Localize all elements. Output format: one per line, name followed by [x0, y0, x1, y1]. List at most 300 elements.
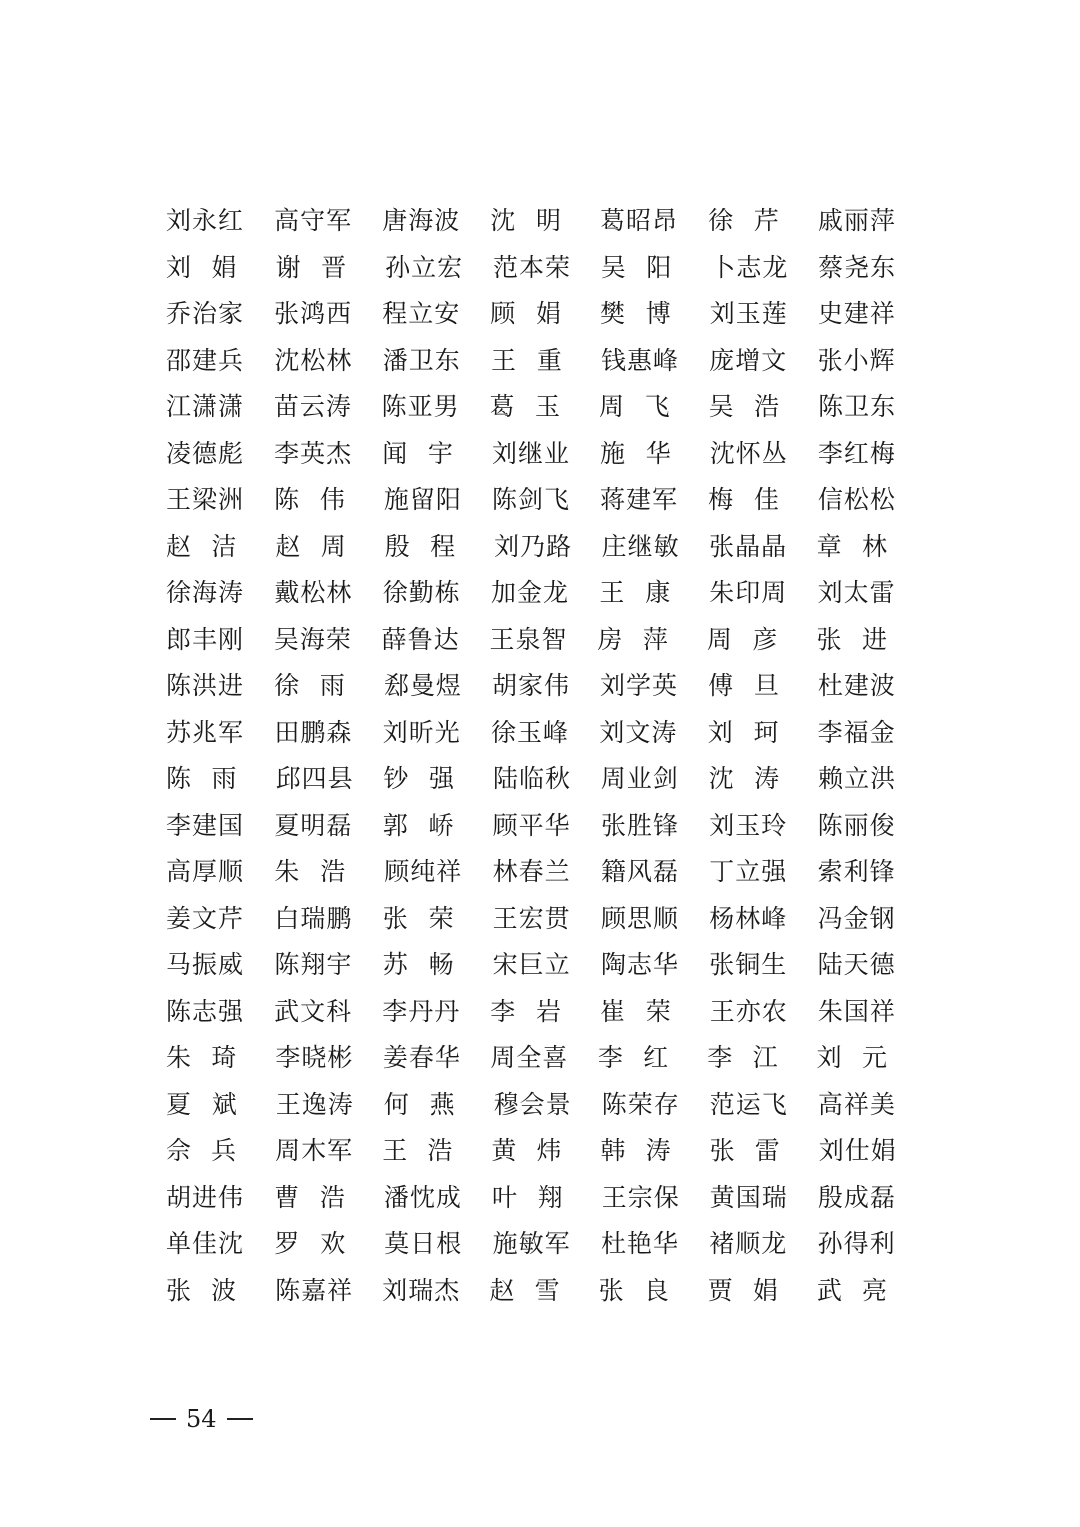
name-cell: 陆天德 [817, 950, 896, 980]
name-row [166, 196, 926, 243]
name-char: 张 [709, 1136, 736, 1166]
name-char: 贾 [707, 1275, 734, 1305]
name-cell: 邱四县 [275, 764, 354, 794]
name-cell: 穆会景 [493, 1089, 572, 1119]
name-cell [816, 620, 888, 656]
name-char: 芹 [753, 206, 780, 236]
name-cell [817, 1038, 888, 1074]
name-cell: 刘太雷 [817, 578, 896, 608]
name-char: 江 [752, 1043, 779, 1073]
name-cell: 朱印周 [709, 578, 788, 608]
name-char: 罗 [274, 1229, 301, 1259]
name-cell: 单佳沈 [166, 1229, 245, 1259]
name-char: 飞 [644, 392, 671, 422]
name-cell: 刘乃路 [494, 531, 573, 561]
name-char: 徐 [274, 671, 301, 701]
name-row [166, 661, 926, 708]
name-cell: 陈卫东 [818, 392, 897, 422]
name-char: 王 [382, 1136, 409, 1166]
name-char: 玉 [535, 392, 562, 422]
name-char: 雪 [534, 1275, 561, 1305]
name-cell [491, 341, 563, 377]
name-cell: 田鹏森 [274, 717, 353, 747]
name-cell [491, 1131, 562, 1167]
name-cell: 王亦农 [709, 996, 788, 1026]
name-cell [600, 294, 672, 330]
name-cell: 薛鲁达 [381, 624, 460, 654]
name-cell: 苗云涛 [273, 392, 352, 422]
name-cell [275, 527, 346, 563]
name-char: 朱 [166, 1043, 193, 1073]
name-char: 明 [536, 206, 563, 236]
name-char: 浩 [320, 857, 347, 887]
name-char: 洁 [211, 531, 238, 561]
name-cell: 蔡尧东 [818, 252, 897, 282]
name-row [166, 382, 926, 429]
name-char: 赵 [275, 531, 302, 561]
name-cell [600, 434, 672, 470]
name-cell [166, 1131, 237, 1167]
name-cell: 陈洪进 [166, 671, 245, 701]
name-char: 李 [707, 1043, 734, 1073]
name-char: 珂 [753, 717, 780, 747]
name-char: 张 [816, 624, 843, 654]
name-char: 韩 [600, 1136, 627, 1166]
name-row [166, 894, 926, 941]
name-cell: 高祥美 [817, 1089, 896, 1119]
name-row [166, 940, 926, 987]
name-cell: 顾纯祥 [384, 857, 463, 887]
name-row [166, 801, 926, 848]
name-cell [274, 666, 346, 702]
name-cell: 陈志强 [166, 996, 245, 1026]
page-footer [150, 1405, 253, 1433]
name-cell: 宋巨立 [492, 950, 571, 980]
name-cell: 刘继业 [491, 438, 570, 468]
name-char: 华 [645, 438, 672, 468]
name-cell [597, 620, 669, 656]
name-cell [709, 759, 781, 795]
name-cell: 加金龙 [491, 578, 570, 608]
name-cell: 夏明磊 [274, 810, 353, 840]
name-char: 周 [599, 392, 626, 422]
name-char: 顾 [490, 299, 517, 329]
name-char: 章 [816, 531, 843, 561]
name-row [166, 243, 926, 290]
name-cell [707, 620, 779, 656]
name-char: 亮 [861, 1275, 888, 1305]
name-cell: 施敏军 [492, 1229, 571, 1259]
name-cell: 刘玉莲 [709, 299, 788, 329]
name-cell [276, 248, 348, 284]
name-char: 吴 [708, 392, 735, 422]
name-char: 峤 [428, 810, 455, 840]
name-cell: 杜建波 [817, 671, 896, 701]
name-char: 兵 [211, 1136, 238, 1166]
name-cell: 顾思顺 [600, 903, 679, 933]
name-cell: 张小辉 [817, 345, 896, 375]
name-cell [383, 759, 455, 795]
name-cell [166, 1271, 237, 1307]
name-cell: 卜志龙 [710, 252, 789, 282]
name-row [166, 568, 926, 615]
name-char: 闻 [382, 438, 409, 468]
name-char: 红 [643, 1043, 670, 1073]
name-cell [708, 480, 780, 516]
name-char: 阳 [646, 252, 673, 282]
name-char: 浩 [319, 1182, 346, 1212]
name-cell: 索利锋 [817, 857, 896, 887]
name-cell [601, 248, 673, 284]
name-cell: 孙得利 [817, 1229, 896, 1259]
name-cell [708, 201, 780, 237]
name-char: 娟 [752, 1275, 779, 1305]
name-cell: 乔治家 [166, 299, 245, 329]
name-cell: 杨林峰 [709, 903, 788, 933]
name-char: 赵 [489, 1275, 516, 1305]
name-cell: 刘永红 [166, 206, 245, 236]
name-cell: 葛昭昂 [600, 206, 679, 236]
name-cell [274, 1224, 346, 1260]
name-cell: 莫日根 [384, 1229, 463, 1259]
name-char: 周 [320, 531, 347, 561]
name-cell [599, 1271, 670, 1307]
name-cell: 蒋建军 [600, 485, 679, 515]
name-char: 元 [861, 1043, 888, 1073]
name-char: 佘 [166, 1136, 193, 1166]
name-cell: 高守军 [274, 206, 353, 236]
name-char: 周 [706, 624, 733, 654]
name-char: 梅 [708, 485, 735, 515]
name-char: 畅 [428, 950, 455, 980]
name-cell: 李红梅 [817, 438, 896, 468]
name-cell [598, 1038, 669, 1074]
name-char: 葛 [489, 392, 516, 422]
name-cell [385, 527, 456, 563]
name-row [166, 847, 926, 894]
name-char: 谢 [275, 252, 302, 282]
name-cell: 张晶晶 [709, 531, 788, 561]
name-char: 樊 [600, 299, 627, 329]
name-char: 荣 [428, 903, 455, 933]
name-cell: 孙立宏 [385, 252, 464, 282]
name-row [166, 522, 926, 569]
name-char: 伟 [319, 485, 346, 515]
name-char: 重 [536, 345, 563, 375]
name-char: 赵 [166, 531, 193, 561]
name-cell: 陆临秋 [492, 764, 571, 794]
name-cell: 张鸿西 [274, 299, 353, 329]
name-cell [274, 1178, 346, 1214]
name-cell [490, 992, 562, 1028]
name-cell: 史建祥 [817, 299, 896, 329]
name-row [166, 1173, 926, 1220]
name-cell: 郄曼煜 [383, 671, 462, 701]
name-char: 强 [428, 764, 455, 794]
name-char: 林 [861, 531, 888, 561]
name-char: 刘 [166, 252, 193, 282]
name-char: 何 [383, 1089, 410, 1119]
name-char: 房 [597, 624, 624, 654]
name-row [166, 429, 926, 476]
name-cell [710, 1131, 781, 1167]
name-char: 朱 [274, 857, 301, 887]
name-cell: 张铜生 [709, 950, 788, 980]
name-cell: 李丹丹 [382, 996, 461, 1026]
name-cell [166, 527, 237, 563]
name-cell: 周全喜 [490, 1043, 569, 1073]
name-cell: 陈荣存 [601, 1089, 680, 1119]
name-cell [490, 201, 562, 237]
name-char: 沈 [708, 764, 735, 794]
name-cell [599, 387, 671, 423]
name-row [166, 289, 926, 336]
name-cell: 李建国 [166, 810, 245, 840]
name-cell [708, 713, 780, 749]
name-cell [166, 1038, 237, 1074]
name-char: 萍 [642, 624, 669, 654]
name-row [166, 754, 926, 801]
name-cell [601, 1131, 672, 1167]
name-char: 欢 [320, 1229, 347, 1259]
name-char: 斌 [211, 1089, 238, 1119]
name-char: 旦 [753, 671, 780, 701]
name-cell: 姜春华 [382, 1043, 461, 1073]
name-char: 佳 [753, 485, 780, 515]
name-char: 浩 [754, 392, 781, 422]
name-char: 雷 [754, 1136, 781, 1166]
name-cell: 顾平华 [492, 810, 571, 840]
page-number: 54 [186, 1405, 217, 1433]
name-cell [708, 666, 780, 702]
name-char: 燕 [429, 1089, 456, 1119]
name-cell: 范运飞 [709, 1089, 788, 1119]
name-char: 郭 [382, 810, 409, 840]
name-cell: 徐勤栋 [382, 578, 461, 608]
name-char: 雨 [211, 764, 238, 794]
name-cell: 刘学英 [600, 671, 679, 701]
name-cell: 郎丰刚 [166, 624, 245, 654]
name-cell: 王泉智 [489, 624, 568, 654]
name-char: 博 [645, 299, 672, 329]
name-cell: 周木军 [275, 1136, 354, 1166]
name-row [166, 1266, 926, 1313]
name-char: 黄 [491, 1136, 518, 1166]
name-char: 武 [816, 1275, 843, 1305]
name-cell: 程立安 [382, 299, 461, 329]
name-char: 傅 [708, 671, 735, 701]
name-char: 王 [599, 578, 626, 608]
name-cell [166, 759, 238, 795]
name-cell: 潘卫东 [382, 345, 461, 375]
name-char: 雨 [319, 671, 346, 701]
name-char: 彦 [752, 624, 779, 654]
name-cell: 姜文芹 [166, 903, 245, 933]
name-cell: 王宏贯 [492, 903, 571, 933]
name-cell [384, 1085, 456, 1121]
name-cell [599, 573, 671, 609]
name-char: 李 [490, 996, 517, 1026]
name-cell: 陈丽俊 [817, 810, 896, 840]
name-cell: 徐海涛 [166, 578, 245, 608]
name-cell: 王梁洲 [166, 485, 245, 515]
name-cell [382, 434, 454, 470]
name-cell: 李英杰 [274, 438, 353, 468]
name-char: 琦 [211, 1043, 238, 1073]
name-cell [492, 1178, 564, 1214]
name-char: 涛 [754, 764, 781, 794]
name-cell: 白瑞鹏 [274, 903, 353, 933]
name-char: 殷 [384, 531, 411, 561]
name-char: 波 [211, 1275, 238, 1305]
name-char: 陈 [274, 485, 301, 515]
name-cell: 林春兰 [492, 857, 571, 887]
name-cell: 李福金 [817, 717, 896, 747]
name-char: 张 [166, 1275, 193, 1305]
name-cell: 周业剑 [600, 764, 679, 794]
name-cell: 陈翔宇 [274, 950, 353, 980]
name-cell: 凌德彪 [166, 438, 245, 468]
name-char: 炜 [536, 1136, 563, 1166]
name-cell [383, 899, 455, 935]
name-char: 进 [861, 624, 888, 654]
name-char: 涛 [645, 1136, 672, 1166]
name-cell [274, 852, 346, 888]
name-cell: 高厚顺 [166, 857, 245, 887]
name-cell: 钱惠峰 [600, 345, 679, 375]
name-char: 康 [645, 578, 672, 608]
name-char: 宇 [427, 438, 454, 468]
name-cell: 陈剑飞 [491, 485, 570, 515]
name-cell: 范本荣 [492, 252, 571, 282]
name-cell: 吴海荣 [273, 624, 352, 654]
name-cell: 邵建兵 [166, 345, 245, 375]
name-char: 娟 [211, 252, 238, 282]
name-cell: 刘仕娟 [818, 1136, 897, 1166]
name-cell [274, 480, 346, 516]
name-char: 苏 [382, 950, 409, 980]
name-cell: 庞增文 [709, 345, 788, 375]
name-cell [489, 1271, 560, 1307]
name-cell: 沈松林 [274, 345, 353, 375]
name-char: 夏 [166, 1089, 193, 1119]
name-char: 吴 [600, 252, 627, 282]
name-cell [490, 294, 562, 330]
name-cell: 张胜锋 [600, 810, 679, 840]
name-char: 刘 [707, 717, 734, 747]
name-row [166, 708, 926, 755]
name-cell: 陶志华 [600, 950, 679, 980]
name-cell: 丁立强 [709, 857, 788, 887]
name-char: 荣 [645, 996, 672, 1026]
name-row [166, 1219, 926, 1266]
name-char: 王 [491, 345, 518, 375]
name-cell: 胡进伟 [166, 1182, 245, 1212]
name-cell [817, 1271, 888, 1307]
name-char: 叶 [491, 1182, 518, 1212]
name-char: 娟 [536, 299, 563, 329]
name-cell: 杜艳华 [600, 1229, 679, 1259]
name-cell: 沈怀丛 [709, 438, 788, 468]
name-char: 张 [598, 1275, 625, 1305]
name-cell [383, 806, 455, 842]
name-cell: 褚顺龙 [709, 1229, 788, 1259]
name-char: 翔 [537, 1182, 564, 1212]
name-cell [707, 1038, 778, 1074]
name-cell [817, 527, 888, 563]
name-cell: 刘文涛 [599, 717, 678, 747]
name-char: 徐 [708, 206, 735, 236]
name-char: 陈 [166, 764, 193, 794]
name-cell: 徐玉峰 [491, 717, 570, 747]
name-cell: 李晓彬 [275, 1043, 354, 1073]
name-row [166, 336, 926, 383]
name-cell: 朱国祥 [817, 996, 896, 1026]
name-cell: 信松松 [817, 485, 896, 515]
name-char: 良 [643, 1275, 670, 1305]
name-cell: 施留阳 [383, 485, 462, 515]
footer-dash-left [150, 1418, 176, 1420]
name-cell: 马振威 [166, 950, 245, 980]
name-cell: 赖立洪 [818, 764, 897, 794]
name-cell [382, 1131, 453, 1167]
name-char: 晋 [321, 252, 348, 282]
name-cell: 庄继敏 [601, 531, 680, 561]
name-char: 浩 [427, 1136, 454, 1166]
name-cell: 唐海波 [382, 206, 461, 236]
name-cell: 武文科 [274, 996, 353, 1026]
name-char: 程 [430, 531, 457, 561]
name-char: 沈 [490, 206, 517, 236]
name-char: 刘 [816, 1043, 843, 1073]
name-char: 曹 [274, 1182, 301, 1212]
name-char: 岩 [536, 996, 563, 1026]
name-cell: 戚丽萍 [817, 206, 896, 236]
name-cell [166, 248, 238, 284]
name-char: 李 [597, 1043, 624, 1073]
name-char: 张 [382, 903, 409, 933]
name-cell: 陈亚男 [381, 392, 460, 422]
name-cell: 江潇潇 [166, 392, 245, 422]
name-cell: 戴松林 [274, 578, 353, 608]
name-cell [489, 387, 561, 423]
name-cell: 胡家伟 [491, 671, 570, 701]
name-row [166, 475, 926, 522]
name-row [166, 615, 926, 662]
name-row [166, 1080, 926, 1127]
name-cell [383, 945, 455, 981]
name-char: 施 [600, 438, 627, 468]
name-row [166, 1126, 926, 1173]
name-row [166, 987, 926, 1034]
name-row [166, 1033, 926, 1080]
name-cell: 冯金钢 [817, 903, 896, 933]
name-cell: 黄国瑞 [709, 1182, 788, 1212]
name-cell [709, 387, 781, 423]
name-cell: 刘玉玲 [709, 810, 788, 840]
name-cell: 籍风磊 [600, 857, 679, 887]
name-cell [600, 992, 672, 1028]
footer-dash-right [227, 1418, 253, 1420]
name-cell: 刘昕光 [382, 717, 461, 747]
name-cell: 殷成磊 [817, 1182, 896, 1212]
name-list-grid [166, 196, 926, 1312]
name-char: 崔 [600, 996, 627, 1026]
name-cell [708, 1271, 779, 1307]
name-cell [166, 1085, 238, 1121]
name-cell: 潘忱成 [383, 1182, 462, 1212]
name-char: 钞 [383, 764, 410, 794]
